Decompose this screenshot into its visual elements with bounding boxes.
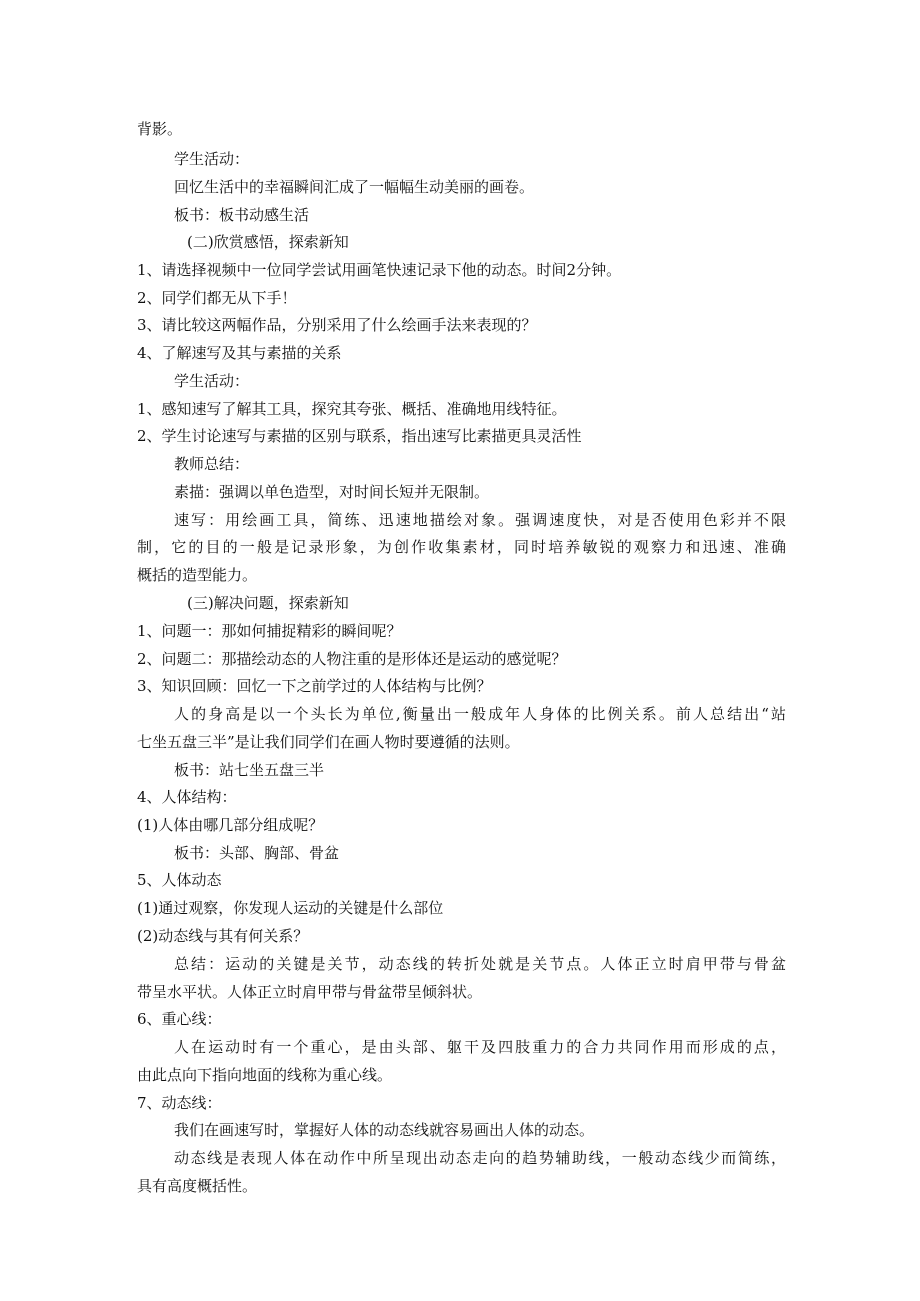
text-line: 6、重心线： [137, 1010, 222, 1028]
text-line: 回忆生活中的幸福瞬间汇成了一幅幅生动美丽的画卷。 [174, 178, 535, 196]
text-line: 人的身高是以一个头长为单位,衡量出一般成年人身体的比例关系。前人总结出“站 [174, 705, 786, 723]
text-line: 5、人体动态 [137, 871, 222, 889]
text-line: 总结：运动的关键是关节，动态线的转折处就是关节点。人体正立时肩甲带与骨盆 [174, 955, 786, 973]
text-line: 1、请选择视频中一位同学尝试用画笔快速记录下他的动态。时间2分钟。 [137, 261, 622, 279]
text-line: (2)动态线与其有何关系？ [137, 927, 309, 945]
text-line: 3、请比较这两幅作品，分别采用了什么绘画手法来表现的？ [137, 316, 537, 334]
text-line: 7、动态线： [137, 1094, 222, 1112]
section-heading: (三)解决问题，探索新知 [187, 594, 349, 612]
text-line: 速写：用绘画工具，简练、迅速地描绘对象。强调速度快，对是否使用色彩并不限 [174, 511, 786, 529]
text-line: 动态线是表现人体在动作中所呈现出动态走向的趋势辅助线，一般动态线少而简练， [174, 1149, 786, 1167]
text-line: 3、知识回顾：回忆一下之前学过的人体结构与比例？ [137, 677, 492, 695]
text-line: 2、同学们都无从下手！ [137, 289, 297, 307]
text-line: 2、问题二：那描绘动态的人物注重的是形体还是运动的感觉呢？ [137, 650, 567, 668]
text-line: 1、问题一：那如何捕捉精彩的瞬间呢？ [137, 622, 402, 640]
text-line: 板书：头部、胸部、骨盆 [174, 844, 340, 862]
text-line: 制，它的目的一般是记录形象，为创作收集素材，同时培养敏锐的观察力和迅速、准确 [137, 538, 786, 556]
text-line: 1、感知速写了解其工具，探究其夸张、概括、准确地用线特征。 [137, 400, 567, 418]
text-line: 概括的造型能力。 [137, 566, 258, 584]
text-line: 板书：站七坐五盘三半 [174, 761, 325, 779]
text-line: 4、人体结构： [137, 788, 237, 806]
text-line: 带呈水平状。人体正立时肩甲带与骨盆带呈倾斜状。 [137, 983, 483, 1001]
text-line: 学生活动： [174, 150, 250, 168]
text-line: 教师总结： [174, 455, 250, 473]
text-line: 板书：板书动感生活 [174, 206, 310, 224]
text-line: 具有高度概括性。 [137, 1177, 258, 1195]
text-line: 人在运动时有一个重心，是由头部、躯干及四肢重力的合力共同作用而形成的点， [174, 1038, 786, 1056]
text-line: 我们在画速写时，掌握好人体的动态线就容易画出人体的动态。 [174, 1121, 595, 1139]
text-line: 背影。 [137, 120, 183, 138]
text-line: 七坐五盘三半”是让我们同学们在画人物时要遵循的法则。 [137, 733, 520, 751]
text-line: (1)通过观察，你发现人运动的关键是什么部位 [137, 899, 444, 917]
text-line: 素描：强调以单色造型，对时间长短并无限制。 [174, 483, 490, 501]
text-line: 2、学生讨论速写与素描的区别与联系，指出速写比素描更具灵活性 [137, 427, 582, 445]
text-line: 由此点向下指向地面的线称为重心线。 [137, 1066, 393, 1084]
text-line: (1)人体由哪几部分组成呢？ [137, 816, 324, 834]
section-heading: (二)欣赏感悟，探索新知 [187, 233, 349, 251]
text-line: 4、了解速写及其与素描的关系 [137, 344, 342, 362]
text-line: 学生活动： [174, 372, 250, 390]
